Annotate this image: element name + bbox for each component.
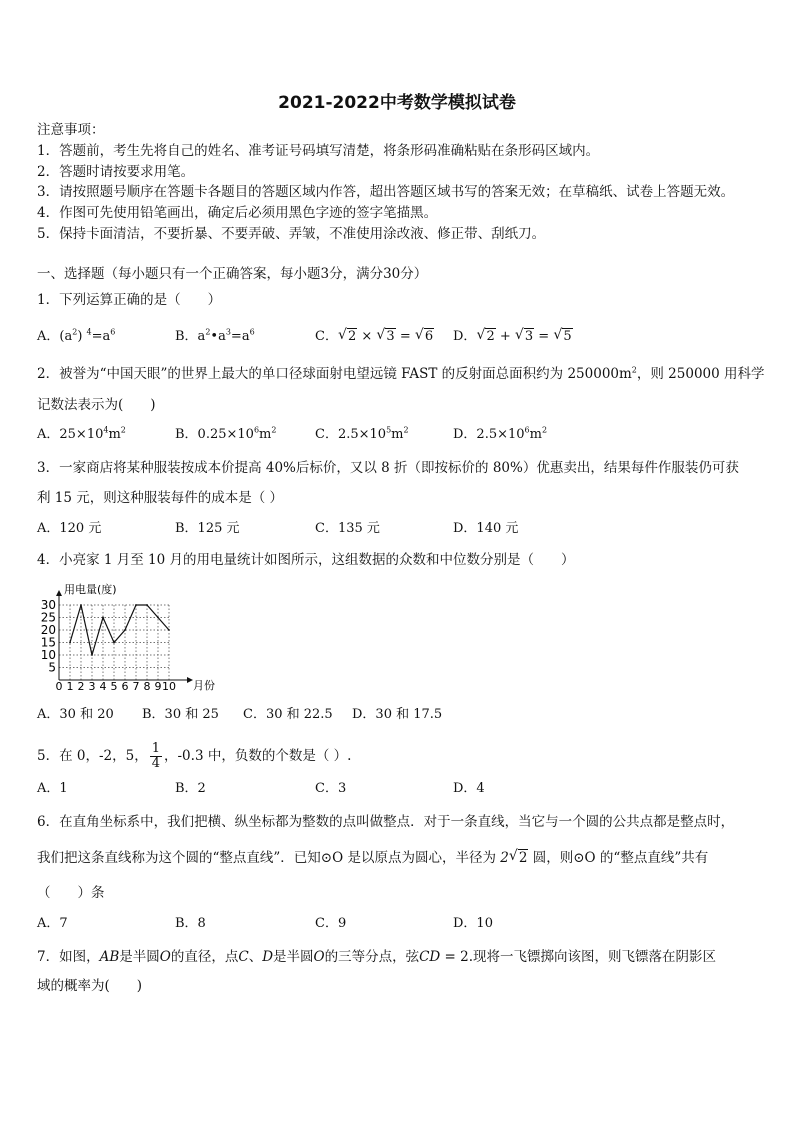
q3-option-b: B．125 元 <box>175 521 240 536</box>
section-heading: 一、选择题（每小题只有一个正确答案，每小题3分，满分30分） <box>37 266 428 282</box>
data-point <box>80 604 82 606</box>
data-point <box>124 629 126 631</box>
question-2-line-1: 2．被誉为“中国天眼”的世界上最大的单口径球面射电望远镜 FAST 的反射面总面积约为 $250000m^2$，则 250000 用科学 <box>37 365 765 382</box>
notice-item-5: 5．保持卡面清洁，不要折暴、不要弄破、弄皱，不准使用涂改液、修正带、刮纸刀。 <box>37 226 546 242</box>
y-tick-label: 30 <box>40 598 56 612</box>
y-tick-label: 20 <box>40 623 56 637</box>
q3-option-d: D．140 元 <box>453 521 519 536</box>
q6-option-d: D．10 <box>453 916 493 931</box>
notice-item-1: 1．答题前，考生先将自己的姓名、准考证号码填写清楚，将条形码准确粘贴在条形码区域内。 <box>37 143 600 159</box>
question-5-stem: 5．在 0，-2，5， $\frac{1}{4}$ ，-0.3 中，负数的个数是（ ）. <box>37 741 352 771</box>
q3-option-a: A．120 元 <box>37 521 102 536</box>
question-7-line-1: 7．如图，AB是半圆O的直径，点C、D是半圆O的三等分点，弦CD = 2.现将一飞镖掷向该图，则飞镖落在阴影区 <box>37 949 717 965</box>
q1-option-d: D．√ 2 + √ 3 = √ 5 <box>453 328 573 346</box>
y-axis-arrow <box>56 590 62 596</box>
notice-heading: 注意事项： <box>37 122 105 138</box>
question-6-line-3: （ ）条 <box>37 885 105 901</box>
q3-option-c: C．135 元 <box>315 521 380 536</box>
q5-option-c: C．3 <box>315 781 347 796</box>
notice-item-3: 3．请按照题号顺序在答题卡各题目的答题区域内作答，超出答题区域书写的答案无效；在草稿纸、试卷上答题无效。 <box>37 184 735 200</box>
q1-option-a: A．$(a^2)$ $^4=a^6$ <box>37 327 116 344</box>
question-1-stem: 1．下列运算正确的是（ ） <box>37 292 222 308</box>
data-point <box>168 629 170 631</box>
y-tick-label: 5 <box>48 660 56 675</box>
question-3-line-2: 利 15 元，则这种服装每件的成本是（ ） <box>37 490 284 506</box>
question-7-line-2: 域的概率为( ) <box>37 978 143 994</box>
x-axis-label: 月份 <box>193 679 215 692</box>
q1-option-c: C．√ 2 × √ 3 = √ 6 <box>315 328 434 346</box>
q6-option-a: A．7 <box>37 916 68 931</box>
electricity-usage-chart <box>37 582 217 694</box>
q2-option-b: B．$0.25\times 10^6m^2$ <box>175 425 277 442</box>
x-tick-label: 9 <box>154 680 162 693</box>
x-tick-label: 1 <box>66 680 74 693</box>
data-point <box>102 617 104 619</box>
question-4-stem: 4．小亮家 1 月至 10 月的用电量统计如图所示，这组数据的众数和中位数分别是（ ） <box>37 552 575 568</box>
x-tick-label: 2 <box>77 680 85 693</box>
x-tick-label: 6 <box>121 680 129 693</box>
y-tick-label: 15 <box>40 635 56 650</box>
x-tick-label: 10 <box>162 680 176 693</box>
q2-option-c: C．$2.5\times 10^5m^2$ <box>315 425 409 442</box>
x-tick-label: 3 <box>88 680 96 693</box>
x-tick-label: 4 <box>99 680 107 693</box>
notice-item-2: 2．答题时请按要求用笔。 <box>37 164 195 180</box>
q4-option-d: D．30 和 17.5 <box>352 707 443 722</box>
x-tick-label: 7 <box>132 680 140 693</box>
x-tick-label: 8 <box>143 680 151 693</box>
data-point <box>135 604 137 606</box>
fraction-one-quarter: $\frac{1}{4}$ <box>151 741 160 771</box>
q2-option-d: D．$2.5\times 10^6m^2$ <box>453 425 548 442</box>
x-tick-label: 5 <box>110 680 118 693</box>
q6-option-c: C．9 <box>315 916 347 931</box>
y-tick-label: 10 <box>40 648 56 662</box>
q5-option-b: B．2 <box>175 781 206 796</box>
page-title: 2021-2022中考数学模拟试卷 <box>278 93 516 113</box>
data-point <box>157 617 159 619</box>
data-point <box>69 642 71 644</box>
y-axis-label: 用电量(度) <box>64 583 117 596</box>
question-6-line-2: 我们把这条直线称为这个圆的“整点直线”．已知⊙O 是以原点为圆心，半径为 2√ 2 圆，则⊙O 的“整点直线”共有 <box>37 849 708 867</box>
q2-option-a: A．$25\times 10^4m^2$ <box>37 425 126 442</box>
q1-option-b: B．$a^2•a^3=a^6$ <box>175 327 255 344</box>
q6-option-b: B．8 <box>175 916 206 931</box>
q5-option-d: D．4 <box>453 781 485 796</box>
q4-option-c: C．30 和 22.5 <box>243 707 333 722</box>
question-2-line-2: 记数法表示为( ) <box>37 397 156 413</box>
x-tick-label: 0 <box>55 680 63 693</box>
question-3-line-1: 3．一家商店将某种服装按成本价提高 40%后标价，又以 8 折（即按标价的 80%）优惠卖出，结果每件作服装仍可获 <box>37 460 739 476</box>
data-point <box>91 654 93 656</box>
y-tick-label: 25 <box>40 610 56 625</box>
notice-item-4: 4．作图可先使用铅笔画出，确定后必须用黑色字迹的签字笔描黑。 <box>37 205 438 221</box>
data-point <box>113 642 115 644</box>
question-6-line-1: 6．在直角坐标系中，我们把横、纵坐标都为整数的点叫做整点．对于一条直线，当它与一个圆的公共点都是整点时， <box>37 814 735 830</box>
data-point <box>146 604 148 606</box>
q4-option-b: B．30 和 25 <box>142 707 219 722</box>
q5-option-a: A．1 <box>37 781 68 796</box>
q4-option-a: A．30 和 20 <box>37 707 114 722</box>
